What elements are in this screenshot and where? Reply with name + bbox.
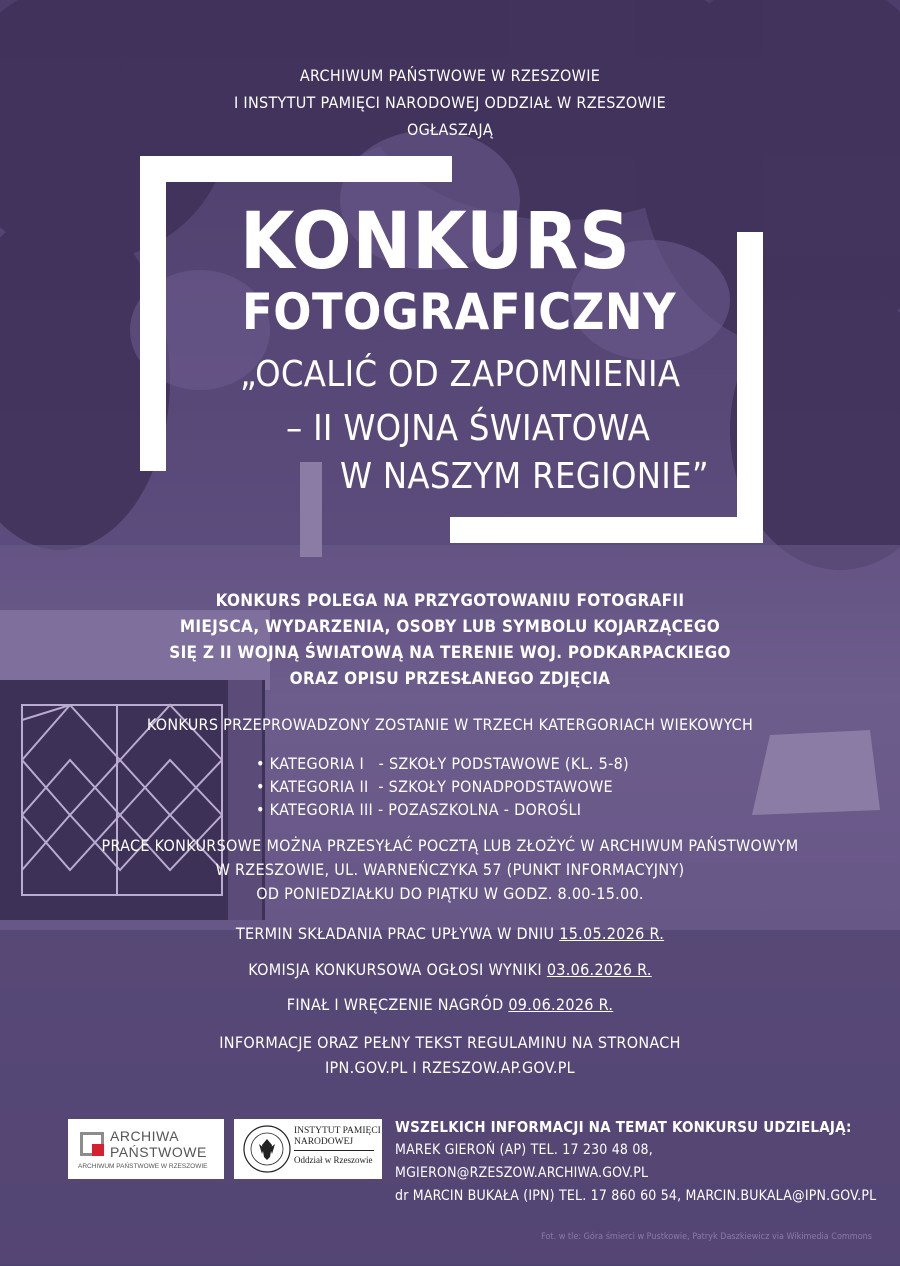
- finale-label: FINAŁ I WRĘCZENIE NAGRÓD: [286, 995, 509, 1014]
- description-line: ORAZ OPISU PRZESŁANEGO ZDJĘCIA: [289, 669, 611, 689]
- organizers-header: [0, 62, 900, 143]
- category-item: • KATEGORIA I - SZKOŁY PODSTAWOWE (KL. 5-8): [256, 754, 629, 773]
- contact-person-1: MAREK GIEROŃ (AP) TEL. 17 230 48 08, MGIERON@RZESZOW.ARCHIWA.GOV.PL: [395, 1142, 653, 1181]
- frame-bracket-bottom-right: [450, 517, 763, 543]
- ipn-line-3: Oddział w Rzeszowie: [294, 1155, 373, 1165]
- subtitle-line-3: W NASZYM REGIONIE”: [340, 456, 709, 497]
- photo-credit: Fot. w tle: Góra śmierci w Pustkowie, Patryk Daszkiewicz via Wikimedia Commons: [541, 1232, 872, 1242]
- contact-info: [395, 1116, 900, 1208]
- info-line: INFORMACJE ORAZ PEŁNY TEKST REGULAMINU NA STRONACH: [219, 1033, 681, 1052]
- archiwa-line-1: ARCHIWA: [110, 1128, 180, 1144]
- deadline-label: TERMIN SKŁADANIA PRAC UPŁYWA W DNIU: [235, 924, 560, 943]
- header-line-3: OGŁASZAJĄ: [406, 120, 494, 139]
- ipn-line-1: INSTYTUT PAMIĘCI: [294, 1126, 381, 1136]
- categories-list: [256, 752, 629, 821]
- finale-line: [0, 995, 900, 1014]
- archiwa-line-2: PAŃSTWOWE: [110, 1144, 207, 1160]
- results-line: [0, 960, 900, 979]
- deadline-date: 15.05.2026 R.: [559, 924, 665, 943]
- contest-description: [0, 588, 900, 692]
- results-label: KOMISJA KONKURSOWA OGŁOSI WYNIKI: [248, 960, 547, 979]
- ipn-divider: [294, 1150, 374, 1151]
- finale-date: 09.06.2026 R.: [508, 995, 614, 1014]
- archiwa-line-3: ARCHIWUM PAŃSTWOWE W RZESZOWIE: [78, 1163, 208, 1170]
- title-konkurs: KONKURS: [240, 197, 631, 287]
- archiwa-panstwowe-logo: [68, 1119, 224, 1179]
- description-line: MIEJSCA, WYDARZENIA, OSOBY LUB SYMBOLU KOJARZĄCEGO: [179, 617, 721, 637]
- frame-bracket-bottom-right-vertical: [737, 232, 763, 543]
- contact-heading: WSZELKICH INFORMACJI NA TEMAT KONKURSU UDZIELAJĄ:: [395, 1118, 852, 1136]
- info-line: IPN.GOV.PL I RZESZOW.AP.GOV.PL: [325, 1058, 575, 1077]
- contact-person-2: dr MARCIN BUKAŁA (IPN) TEL. 17 860 60 54, MARCIN.BUKALA@IPN.GOV.PL: [395, 1188, 877, 1204]
- submission-line: OD PONIEDZIAŁKU DO PIĄTKU W GODZ. 8.00-15.00.: [256, 884, 644, 903]
- archiwa-emblem-icon: [80, 1132, 104, 1156]
- submission-line: W RZESZOWIE, UL. WARNEŃCZYKA 57 (PUNKT INFORMACYJNY): [215, 860, 685, 879]
- submission-line: PRACE KONKURSOWE MOŻNA PRZESYŁAĆ POCZTĄ LUB ZŁOŻYĆ W ARCHIWUM PAŃSTWOWYM: [101, 836, 799, 855]
- frame-bracket-top-left-vertical: [140, 156, 166, 471]
- category-item: • KATEGORIA II - SZKOŁY PONADPODSTAWOWE: [256, 777, 613, 796]
- description-line: SIĘ Z II WOJNĄ ŚWIATOWĄ NA TERENIE WOJ. PODKARPACKIEGO: [169, 643, 731, 663]
- description-line: KONKURS POLEGA NA PRZYGOTOWANIU FOTOGRAFII: [215, 591, 685, 611]
- category-item: • KATEGORIA III - POZASZKOLNA - DOROŚLI: [256, 800, 582, 819]
- title-fotograficzny: FOTOGRAFICZNY: [242, 283, 677, 341]
- ipn-line-2: NARODOWEJ: [294, 1137, 354, 1147]
- categories-intro: KONKURS PRZEPROWADZONY ZOSTANIE W TRZECH KATERGORIACH WIEKOWYCH: [146, 715, 754, 734]
- frame-bracket-top-left: [140, 156, 452, 182]
- ipn-seal-icon: [242, 1124, 292, 1174]
- results-date: 03.06.2026 R.: [546, 960, 652, 979]
- deadline-line: [0, 924, 900, 943]
- header-line-1: ARCHIWUM PAŃSTWOWE W RZESZOWIE: [299, 66, 601, 85]
- subtitle-line-1: „OCALIĆ OD ZAPOMNIENIA: [240, 354, 681, 395]
- header-line-2: I INSTYTUT PAMIĘCI NARODOWEJ ODDZIAŁ W RZESZOWIE: [233, 93, 666, 112]
- ipn-logo: [234, 1119, 382, 1179]
- submission-info: [0, 834, 900, 906]
- info-links: [0, 1030, 900, 1080]
- subtitle-line-2: – II WOJNA ŚWIATOWA: [286, 408, 651, 449]
